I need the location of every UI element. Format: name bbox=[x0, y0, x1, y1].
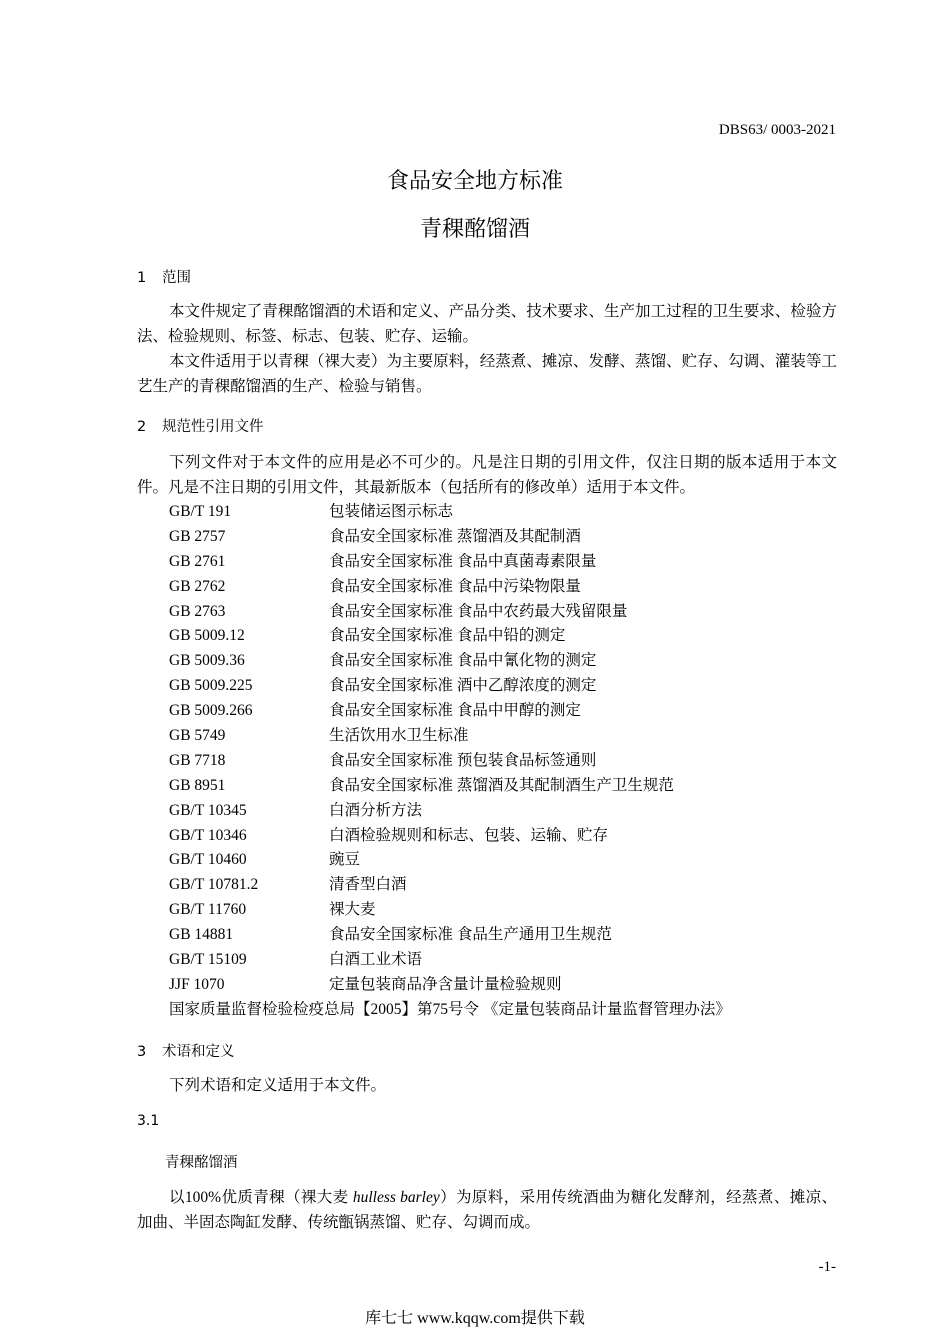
document-title: 食品安全地方标准 bbox=[386, 169, 563, 194]
reference-title: 食品安全国家标准 预包装食品标签通则 bbox=[329, 751, 597, 769]
section-title: 规范性引用文件 bbox=[162, 419, 264, 435]
reference-title: 食品安全国家标准 食品生产通用卫生规范 bbox=[329, 926, 612, 944]
reference-code: GB/T 15109 bbox=[169, 951, 247, 969]
reference-code: GB/T 10345 bbox=[169, 801, 247, 819]
section-2-heading bbox=[137, 415, 264, 436]
reference-code: GB 14881 bbox=[169, 926, 234, 944]
reference-code: GB/T 10460 bbox=[169, 851, 247, 869]
reference-row bbox=[169, 873, 674, 898]
term-definition bbox=[137, 1185, 837, 1235]
normative-references-list bbox=[169, 500, 674, 998]
reference-title: 食品安全国家标准 食品中真菌毒素限量 bbox=[329, 552, 597, 570]
references-intro-paragraph: 下列文件对于本文件的应用是必不可少的。凡是注日期的引用文件，仅注日期的版本适用于本文件。凡是不注日期的引用文件，其最新版本（包括所有的修改单）适用于本文件。 bbox=[137, 454, 837, 496]
reference-title: 清香型白酒 bbox=[329, 876, 407, 894]
reference-title: 食品安全国家标准 蒸馏酒及其配制酒生产卫生规范 bbox=[329, 776, 674, 794]
reference-row bbox=[169, 649, 674, 674]
reference-row bbox=[169, 575, 674, 600]
terms-intro-paragraph: 下列术语和定义适用于本文件。 bbox=[169, 1077, 387, 1094]
reference-row bbox=[169, 774, 674, 799]
reference-code: GB 7718 bbox=[169, 751, 226, 769]
scope-paragraph-2: 本文件适用于以青稞（裸大麦）为主要原料，经蒸煮、摊凉、发酵、蒸馏、贮存、勾调、灌装等工艺生产的青稞酩馏酒的生产、检验与销售。 bbox=[137, 353, 837, 395]
reference-row bbox=[169, 824, 674, 849]
section-1-heading bbox=[137, 266, 191, 287]
regulation-reference: 国家质量监督检验检疫总局【2005】第75号令 《定量包装商品计量监督管理办法》 bbox=[169, 1001, 731, 1018]
reference-code: GB 2757 bbox=[169, 527, 226, 545]
reference-title: 白酒工业术语 bbox=[329, 951, 423, 969]
definition-latin-term: hulless barley bbox=[352, 1189, 440, 1206]
section-3-heading bbox=[137, 1040, 235, 1061]
reference-title: 食品安全国家标准 食品中氰化物的测定 bbox=[329, 652, 597, 670]
section-title: 范围 bbox=[162, 270, 191, 286]
reference-row bbox=[169, 898, 674, 923]
reference-title: 白酒分析方法 bbox=[329, 801, 423, 819]
reference-row bbox=[169, 550, 674, 575]
reference-title: 定量包装商品净含量计量检验规则 bbox=[329, 975, 562, 993]
reference-code: GB 5009.225 bbox=[169, 677, 253, 695]
download-footer: 库七七 www.kqqw.com提供下载 bbox=[365, 1310, 585, 1327]
reference-title: 生活饮用水卫生标准 bbox=[329, 727, 469, 745]
reference-row bbox=[169, 674, 674, 699]
reference-row bbox=[169, 500, 674, 525]
term-name: 青稞酩馏酒 bbox=[165, 1155, 238, 1171]
reference-code: GB 2763 bbox=[169, 602, 226, 620]
section-number: 2 bbox=[137, 419, 147, 435]
reference-code: GB 5009.12 bbox=[169, 627, 245, 645]
reference-row bbox=[169, 923, 674, 948]
reference-code: GB/T 10781.2 bbox=[169, 876, 259, 894]
definition-text-start: 以100%优质青稞（裸大麦 bbox=[169, 1189, 353, 1206]
reference-row bbox=[169, 624, 674, 649]
section-title: 术语和定义 bbox=[162, 1044, 235, 1060]
reference-title: 食品安全国家标准 蒸馏酒及其配制酒 bbox=[329, 527, 581, 545]
reference-code: GB 2762 bbox=[169, 577, 226, 595]
scope-paragraph-1: 本文件规定了青稞酩馏酒的术语和定义、产品分类、技术要求、生产加工过程的卫生要求、检验方法、检验规则、标签、标志、包装、贮存、运输。 bbox=[137, 303, 837, 345]
definition-text-end: ）为原料，采用传统酒曲为糖化发酵剂，经蒸煮、摊凉、加曲、半固态陶缸发酵、传统甑锅蒸馏、贮存、勾调而成。 bbox=[137, 1189, 837, 1231]
reference-title: 食品安全国家标准 酒中乙醇浓度的测定 bbox=[329, 677, 597, 695]
reference-code: GB 5009.36 bbox=[169, 652, 245, 670]
reference-code: GB/T 11760 bbox=[169, 901, 247, 919]
product-title: 青稞酩馏酒 bbox=[419, 217, 530, 242]
reference-code: JJF 1070 bbox=[169, 975, 225, 993]
reference-row bbox=[169, 799, 674, 824]
reference-row bbox=[169, 600, 674, 625]
reference-row bbox=[169, 973, 674, 998]
section-number: 1 bbox=[137, 270, 147, 286]
reference-title: 食品安全国家标准 食品中农药最大残留限量 bbox=[329, 602, 628, 620]
reference-code: GB 5009.266 bbox=[169, 702, 253, 720]
reference-title: 食品安全国家标准 食品中铅的测定 bbox=[329, 627, 566, 645]
reference-title: 白酒检验规则和标志、包装、运输、贮存 bbox=[329, 826, 609, 844]
subclause-number: 3.1 bbox=[137, 1113, 160, 1129]
reference-title: 豌豆 bbox=[329, 851, 361, 869]
reference-code: GB 8951 bbox=[169, 776, 226, 794]
reference-title: 包装储运图示标志 bbox=[329, 503, 454, 520]
reference-row bbox=[169, 699, 674, 724]
reference-row bbox=[169, 724, 674, 749]
reference-row bbox=[169, 749, 674, 774]
reference-code: GB/T 10346 bbox=[169, 826, 247, 844]
standard-code: DBS63/ 0003-2021 bbox=[718, 122, 836, 138]
reference-code: GB 5749 bbox=[169, 727, 226, 745]
reference-row bbox=[169, 848, 674, 873]
reference-title: 裸大麦 bbox=[329, 901, 376, 919]
section-number: 3 bbox=[137, 1044, 147, 1060]
reference-row bbox=[169, 948, 674, 973]
reference-title: 食品安全国家标准 食品中污染物限量 bbox=[329, 577, 581, 595]
reference-code: GB/T 191 bbox=[169, 503, 232, 520]
reference-title: 食品安全国家标准 食品中甲醇的测定 bbox=[329, 702, 581, 720]
page-number: -1- bbox=[818, 1259, 836, 1275]
reference-row bbox=[169, 525, 674, 550]
reference-code: GB 2761 bbox=[169, 552, 226, 570]
